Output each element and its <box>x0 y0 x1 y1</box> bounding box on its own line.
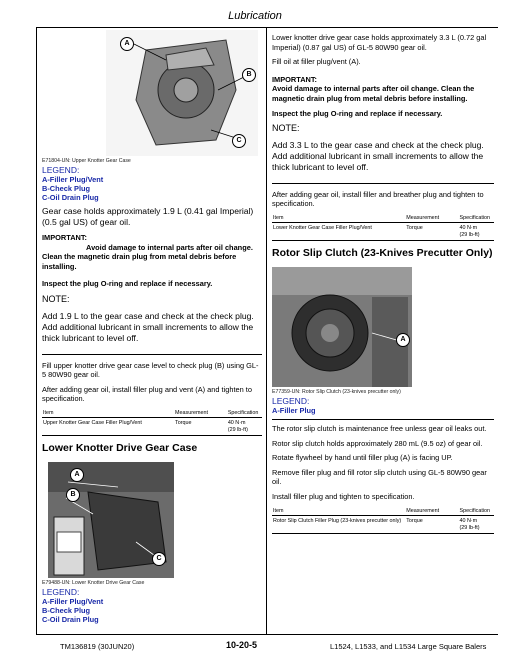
procedure-block <box>272 419 494 502</box>
inspect-text: Inspect the plug O-ring and replace if necessary. <box>42 279 213 289</box>
table-header: Specification <box>458 214 494 223</box>
callout-a: A <box>70 468 84 482</box>
table-row: Lower Knotter Gear Case Filler Plug/Vent Torque 40 N·m (29 lb-ft) <box>272 223 494 241</box>
legend-item: A-Filler Plug/Vent <box>42 597 104 607</box>
left-border <box>36 27 37 635</box>
table-header: Measurement <box>405 214 458 223</box>
important-text: Avoid damage to internal parts after oil change. Clean the magnetic drain plug from metal debris before installing. <box>272 84 475 103</box>
callout-c: C <box>232 134 246 148</box>
legend-item: C-Oil Drain Plug <box>42 193 99 202</box>
footer-doc-id: TM136819 (30JUN20) <box>60 642 135 651</box>
section-heading: Lower Knotter Drive Gear Case <box>42 442 198 455</box>
figure-caption: E71804-UN: Upper Knotter Gear Case <box>42 158 131 164</box>
procedure-step: Rotate flywheel by hand until filler plug (A) is facing UP. <box>272 453 453 463</box>
inspect-text: Inspect the plug O-ring and replace if necessary. <box>272 108 443 118</box>
table-header: Item <box>272 214 405 223</box>
capacity-text: Lower knotter drive gear case holds approximately 3.3 L (0.72 gal Imperial) (0.87 gal US) of GL-5 80W90 gear oil. <box>272 33 487 52</box>
legend-item: A-Filler Plug/Vent <box>42 175 104 184</box>
legend-item: A-Filler Plug <box>272 406 316 416</box>
table-row: Upper Knotter Gear Case Filler Plug/Vent Torque 40 N·m (29 lb-ft) <box>42 418 262 436</box>
spec-table <box>42 409 262 437</box>
note-label: NOTE: <box>42 293 70 304</box>
important-text: Avoid damage to internal parts after oil change. Clean the magnetic drain plug from metal debris before installing. <box>42 242 253 271</box>
after-text: After adding gear oil, install filler and breather plug and tighten to specification. <box>272 189 484 209</box>
left-column <box>42 30 262 624</box>
spec-table <box>272 214 494 242</box>
legend-title: LEGEND: <box>272 396 310 407</box>
rotor-slip-clutch-figure <box>272 267 412 387</box>
fill-text: Fill oil at filler plug/vent (A). <box>272 57 361 67</box>
callout-c: C <box>152 552 166 566</box>
note-text: Add 3.3 L to the gear case and check at the check plug. Add additional lubricant in small increments to allow the thick lubricant to level off. <box>272 139 484 172</box>
upper-knotter-gear-case-figure <box>106 30 258 156</box>
slip-clutch-illustration <box>272 267 412 387</box>
lower-knotter-gear-case-figure <box>48 462 174 578</box>
table-header: Item <box>272 507 405 516</box>
note-label: NOTE: <box>272 123 300 134</box>
section-heading: Rotor Slip Clutch (23-Knives Precutter Only) <box>272 247 493 260</box>
callout-b: B <box>66 488 80 502</box>
table-header: Specification <box>227 409 262 418</box>
table-header: Specification <box>458 507 494 516</box>
procedure-step: The rotor slip clutch is maintenance free unless gear oil leaks out. <box>272 424 487 434</box>
important-label: IMPORTANT: <box>42 233 88 242</box>
legend-title: LEGEND: <box>42 165 80 175</box>
procedure-step: Rotor slip clutch holds approximately 280 mL (9.5 oz) of gear oil. <box>272 438 483 448</box>
header-rule <box>36 27 498 28</box>
callout-b: B <box>242 68 256 82</box>
procedure-step: Remove filler plug and fill rotor slip clutch using GL-5 80W90 gear oil. <box>272 467 487 487</box>
after-text: After adding gear oil, install filler plug and vent (A) and tighten to specification. <box>42 384 252 404</box>
spec-table <box>272 507 494 535</box>
figure-caption: E79488-UN: Lower Knotter Drive Gear Case <box>42 580 145 587</box>
table-header: Measurement <box>405 507 458 516</box>
procedure-block <box>42 354 262 404</box>
procedure-block <box>272 183 494 209</box>
footer-model-list: L1524, L1533, and L1534 Large Square Balers <box>330 642 487 651</box>
note-text: Add 1.9 L to the gear case and check at the check plug. Add additional lubricant in small increments to allow the thick lubricant to level off. <box>42 310 254 343</box>
footer-page-number: 10-20-5 <box>226 640 258 650</box>
callout-a: A <box>396 333 410 347</box>
column-divider <box>266 27 267 635</box>
legend-item: B-Check Plug <box>42 606 91 616</box>
page-header-title: Lubrication <box>228 10 282 22</box>
legend-item: C-Oil Drain Plug <box>42 615 99 625</box>
legend-title: LEGEND: <box>42 587 80 598</box>
fill-text: Fill upper knotter drive gear case level to check plug (B) using GL-5 80W90 gear oil. <box>42 360 259 380</box>
table-header: Item <box>42 409 174 418</box>
legend-item: B-Check Plug <box>42 184 91 193</box>
right-column <box>272 33 494 534</box>
important-label: IMPORTANT: <box>272 74 318 84</box>
footer-rule <box>36 634 498 635</box>
figure-caption: E77359-UN: Rotor Slip Clutch (23-knives precutter only) <box>272 389 401 396</box>
callout-a: A <box>120 37 134 51</box>
table-header: Measurement <box>174 409 227 418</box>
table-row: Rotor Slip Clutch Filler Plug (23-knives precutter only) Torque 40 N·m (29 lb-ft) <box>272 516 494 534</box>
procedure-step: Install filler plug and tighten to specification. <box>272 492 415 501</box>
capacity-text: Gear case holds approximately 1.9 L (0.41 gal Imperial) (0.5 gal US) of gear oil. <box>42 206 254 227</box>
